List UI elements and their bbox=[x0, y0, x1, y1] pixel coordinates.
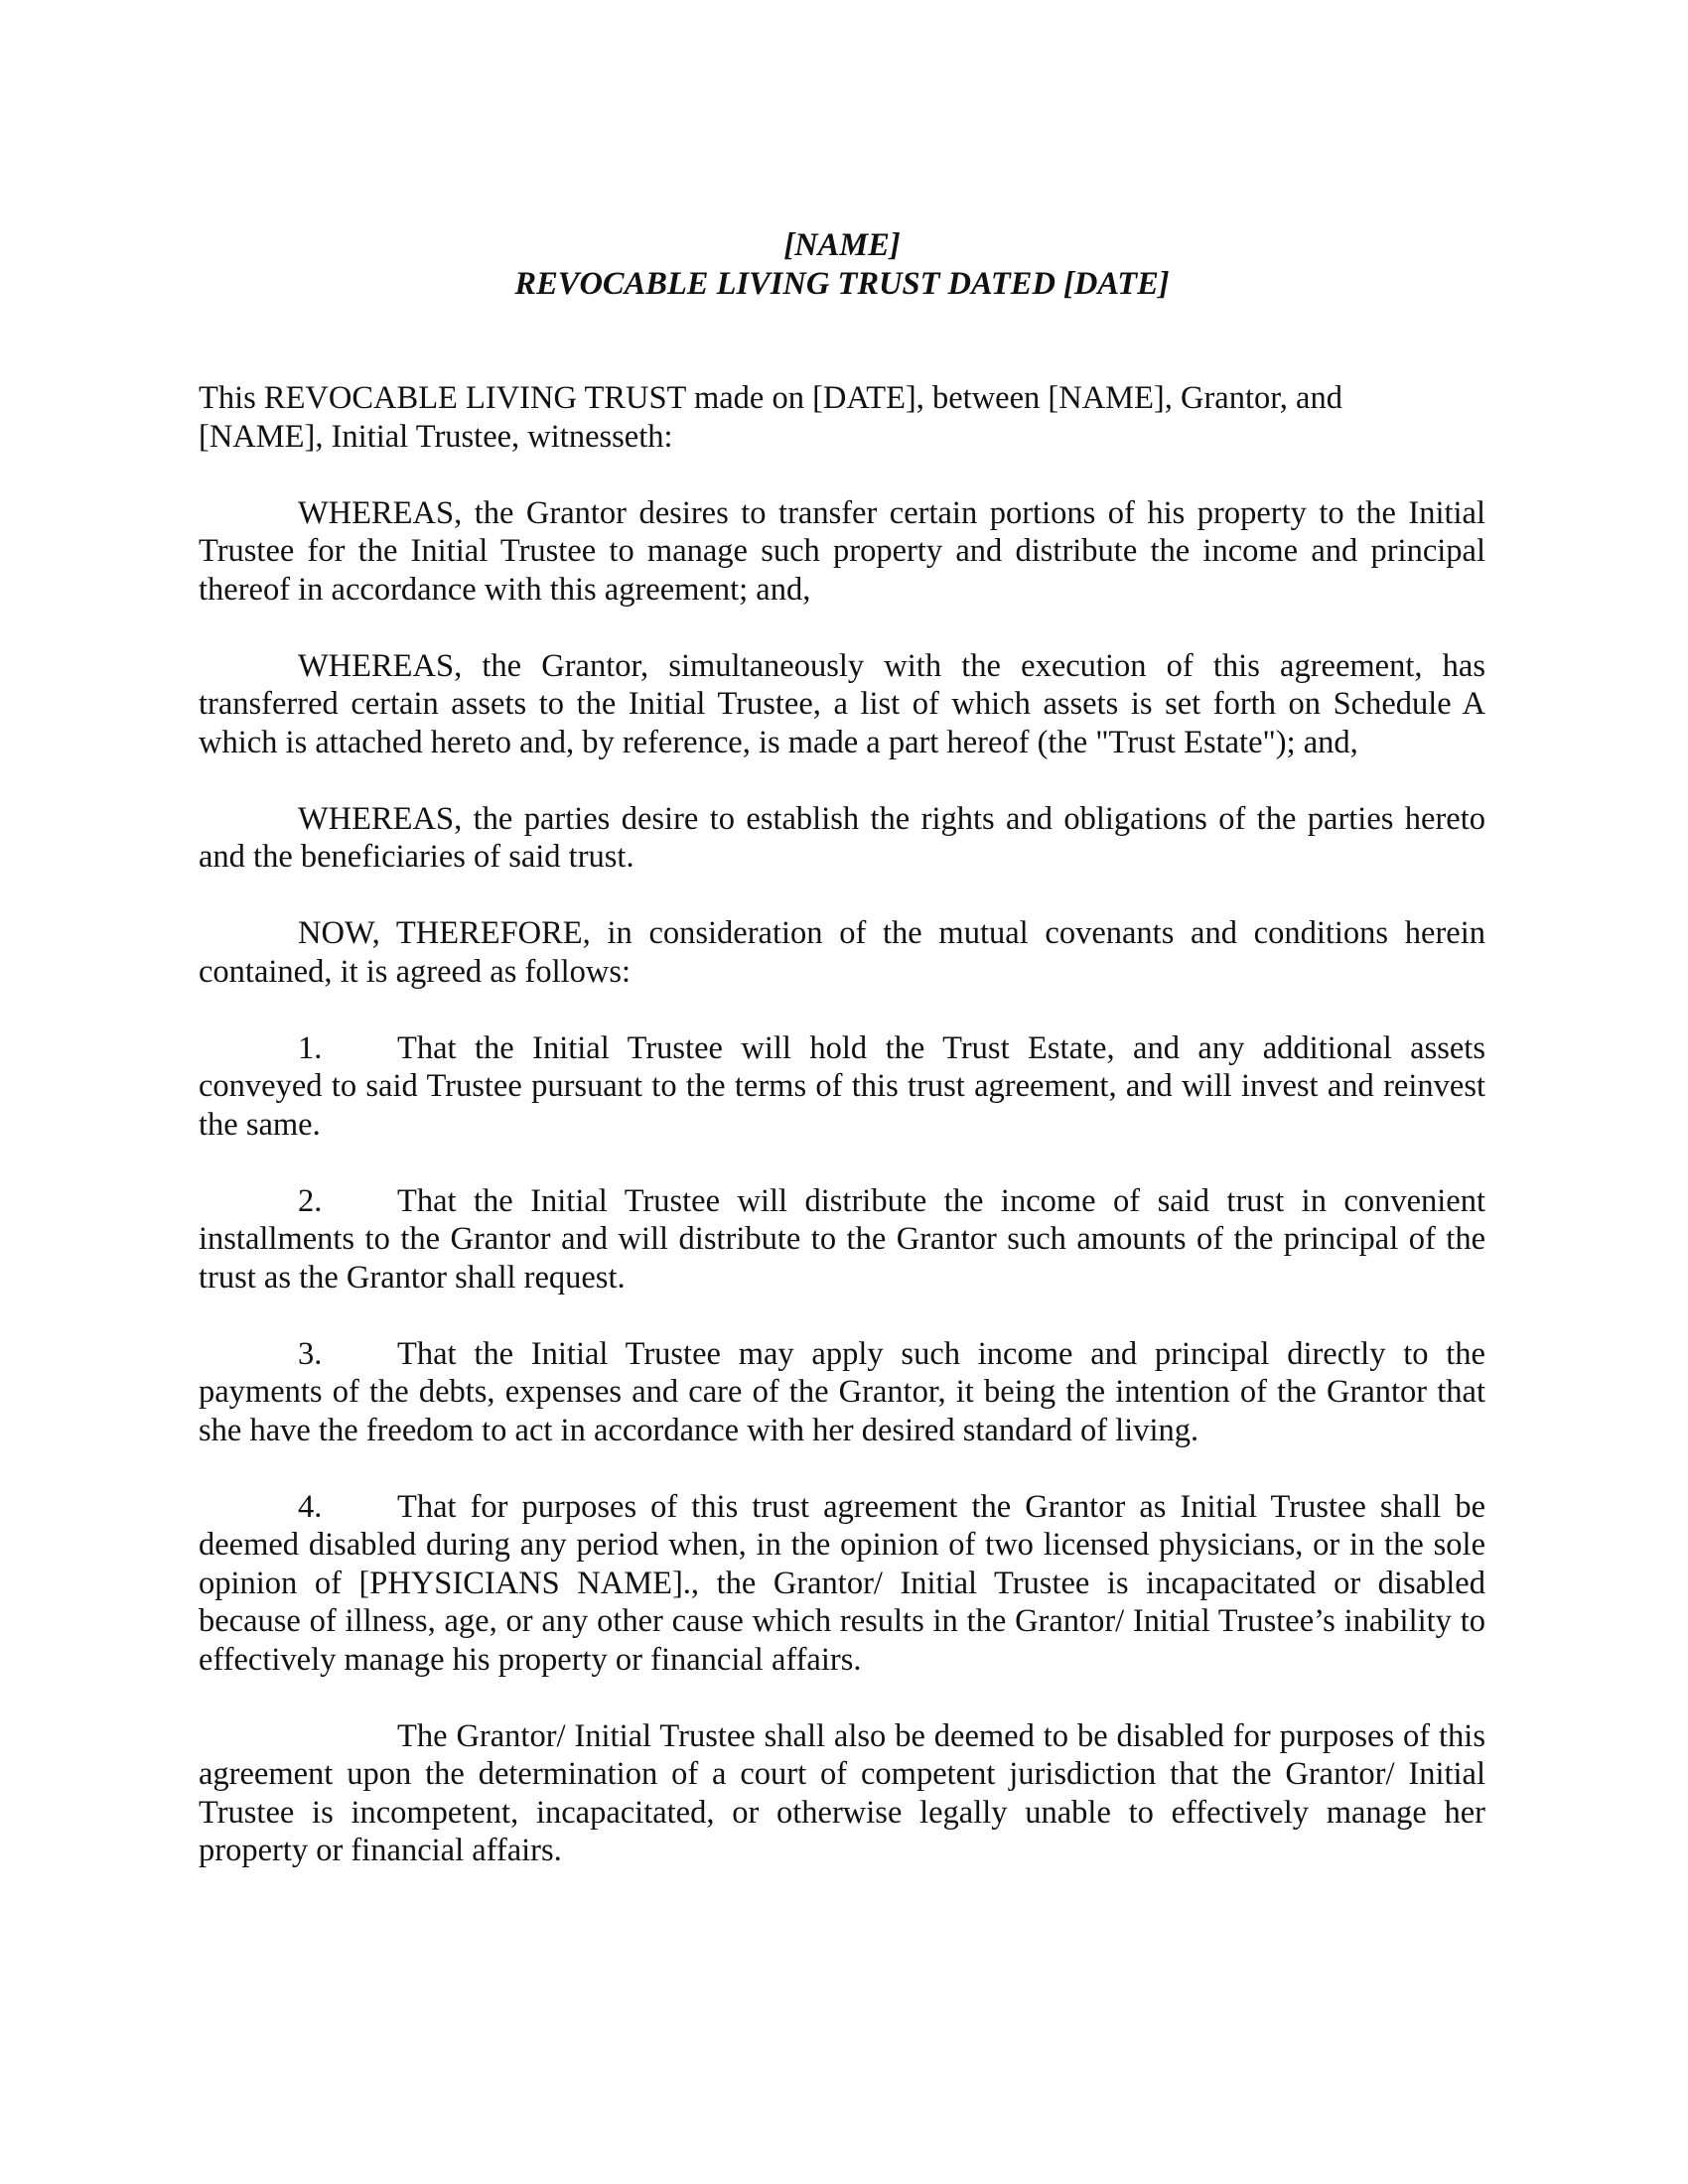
clause-number: 2. bbox=[298, 1182, 323, 1219]
intro-line-1: This REVOCABLE LIVING TRUST made on [DATE], between [NAME], Grantor, and bbox=[199, 380, 1342, 416]
clause-text: That the Initial Trustee may apply such income and principal directly to the payments of the debts, expenses and care of the Grantor, it being the intention of the Grantor that she have the freedom to act in accordance with her desired standard of living. bbox=[199, 1335, 1485, 1448]
recital-1: WHEREAS, the Grantor desires to transfer certain portions of his property to the Initial Trustee for the Initial Trustee to manage such property and distribute the income and principal thereof in accordance with this agreement; and, bbox=[199, 494, 1485, 608]
clause-text: That the Initial Trustee will distribute the income of said trust in convenient installments to the Grantor and will distribute to the Grantor such amounts of the principal of the trust as the Grantor shall request. bbox=[199, 1182, 1485, 1296]
clause-number: 3. bbox=[298, 1335, 323, 1372]
document-title: REVOCABLE LIVING TRUST DATED [DATE] bbox=[514, 266, 1170, 302]
recital-2: WHEREAS, the Grantor, simultaneously with the execution of this agreement, has transferred certain assets to the Initial Trustee, a list of which assets is set forth on Schedule A which is attached hereto and, by reference, is made a part hereof (the "Trust Estate"); and, bbox=[199, 647, 1485, 760]
clause-1 bbox=[199, 1029, 1485, 1145]
intro-line-2: [NAME], Initial Trustee, witnesseth: bbox=[199, 418, 673, 455]
document-page bbox=[199, 226, 1485, 1870]
clause-text: That the Initial Trustee will hold the Trust Estate, and any additional assets conveyed to said Trustee pursuant to the terms of this trust agreement, and will invest and reinvest the same. bbox=[199, 1029, 1485, 1143]
title-name: [NAME] bbox=[783, 227, 901, 263]
clause-3 bbox=[199, 1335, 1485, 1450]
clause-4 bbox=[199, 1488, 1485, 1680]
recital-now-therefore: NOW, THEREFORE, in consideration of the mutual covenants and conditions herein contained, it is agreed as follows: bbox=[199, 915, 1485, 990]
recital-3: WHEREAS, the parties desire to establish the rights and obligations of the parties hereto and the beneficiaries of said trust. bbox=[199, 800, 1485, 875]
intro-paragraph bbox=[199, 379, 1485, 456]
clause-number: 1. bbox=[298, 1029, 323, 1066]
clause-number: 4. bbox=[298, 1488, 323, 1525]
clause-4-continuation: The Grantor/ Initial Trustee shall also be deemed to be disabled for purposes of this agreement upon the determination of a court of competent jurisdiction that the Grantor/ Initial Trustee is incompetent, incapacitated, or otherwise legally unable to effectively manage her property or financial affairs. bbox=[199, 1717, 1485, 1868]
clause-text: That for purposes of this trust agreement the Grantor as Initial Trustee shall be deemed disabled during any period when, in the opinion of two licensed physicians, or in the sole opinion of [PHYSICIANS NAME]., the Grantor/ Initial Trustee is incapacitated or disabled because of illness, age, or any other cause which results in the Grantor/ Initial Trustee’s inability to effectively manage his property or financial affairs. bbox=[199, 1488, 1485, 1678]
clause-2 bbox=[199, 1182, 1485, 1297]
